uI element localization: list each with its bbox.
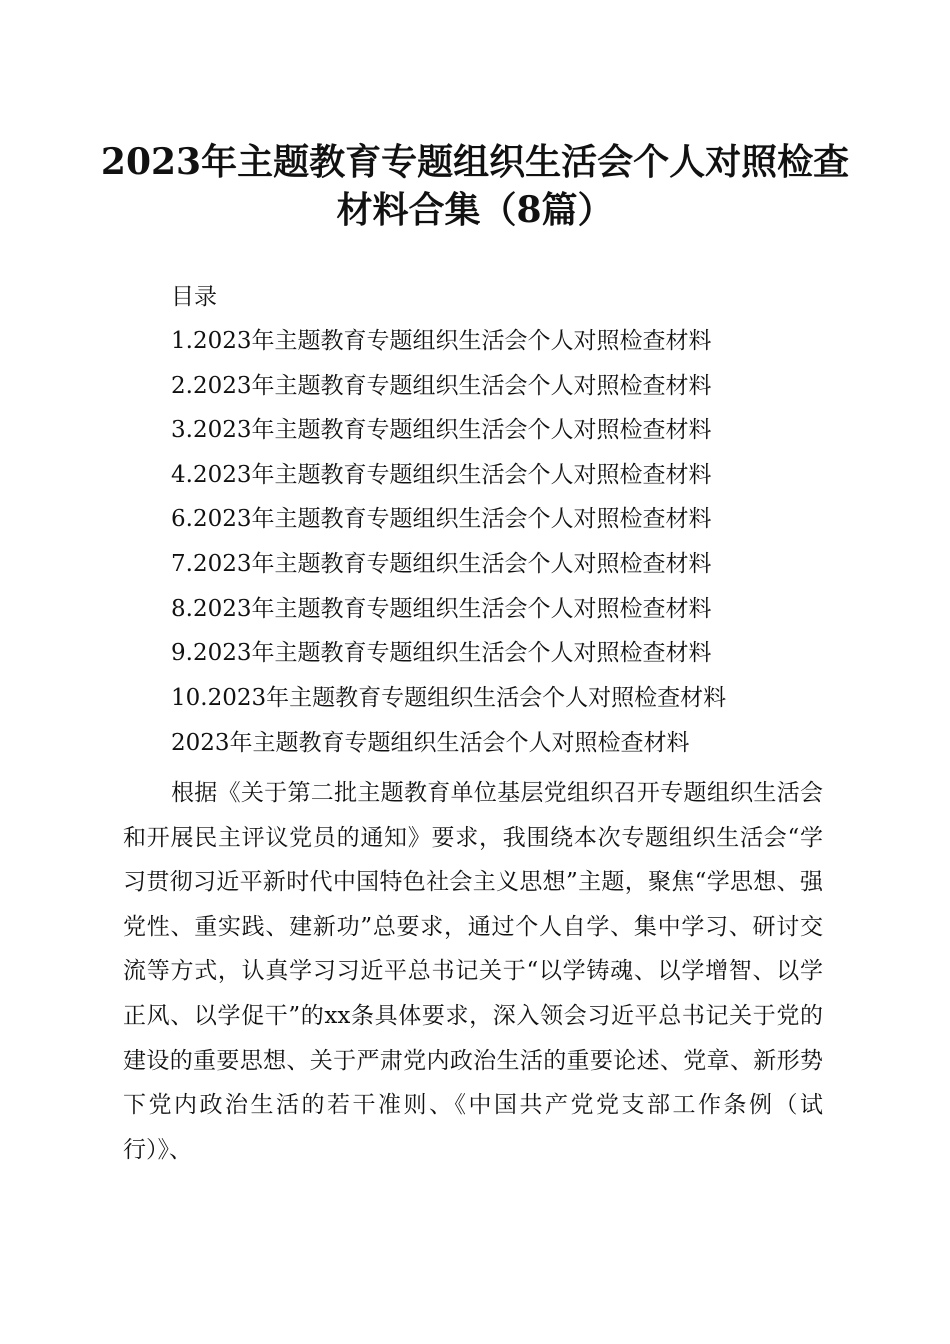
toc-item: 8.2023年主题教育专题组织生活会个人对照检查材料: [171, 595, 712, 622]
toc-heading: 目录: [171, 284, 217, 310]
toc-item: 9.2023年主题教育专题组织生活会个人对照检查材料: [171, 640, 712, 667]
toc-item: 1.2023年主题教育专题组织生活会个人对照检查材料: [171, 328, 712, 354]
section-title: 2023年主题教育专题组织生活会个人对照检查材料: [171, 730, 690, 756]
toc-item: 3.2023年主题教育专题组织生活会个人对照检查材料: [171, 417, 712, 444]
toc-item: 7.2023年主题教育专题组织生活会个人对照检查材料: [171, 550, 712, 577]
toc-item: 2.2023年主题教育专题组织生活会个人对照检查材料: [171, 372, 712, 399]
toc-list: [171, 326, 726, 727]
document-title: 2023年主题教育专题组织生活会个人对照检查材料合集（8篇）: [100, 141, 850, 231]
body-paragraph: 根据《关于第二批主题教育单位基层党组织召开专题组织生活会和开展民主评议党员的通知》要求，我围绕本次专题组织生活会“学习贯彻习近平新时代中国特色社会主义思想”主题，聚焦“学思想、强党性、重实践、建新功”总要求，通过个人自学、集中学习、研讨交流等方式，认真学习习近平总书记关于“以学铸魂、以学增智、以学正风、以学促干”的xx条具体要求，深入领会习近平总书记关于党的建设的重要思想、关于严肃党内政治生活的重要论述、党章、新形势下党内政治生活的若干准则、《中国共产党党支部工作条例（试行）》、: [123, 780, 823, 1163]
toc-item: 4.2023年主题教育专题组织生活会个人对照检查材料: [171, 461, 712, 488]
toc-item: 10.2023年主题教育专题组织生活会个人对照检查材料: [171, 684, 727, 711]
toc-item: 6.2023年主题教育专题组织生活会个人对照检查材料: [171, 506, 712, 533]
